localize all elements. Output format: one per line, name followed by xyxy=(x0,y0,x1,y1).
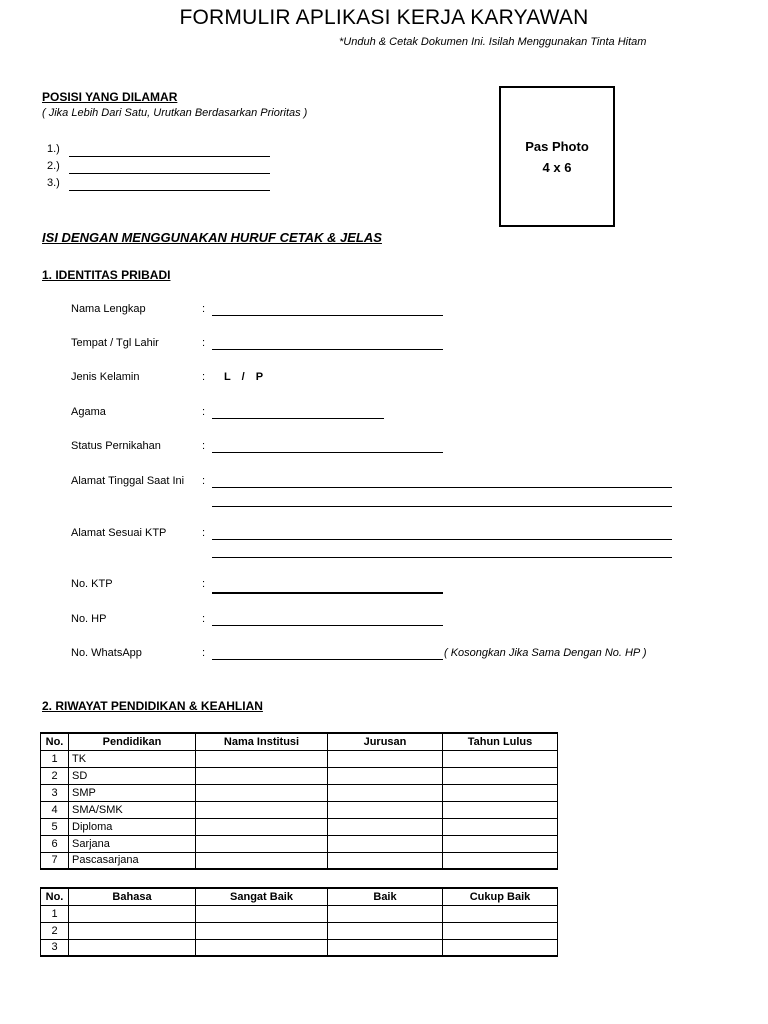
field-label: No. WhatsApp xyxy=(71,647,142,659)
col-header: No. xyxy=(41,733,69,750)
table-row xyxy=(41,784,558,801)
col-header: Jurusan xyxy=(328,733,443,750)
table-row xyxy=(41,922,558,939)
row-number: 6 xyxy=(41,835,69,852)
major-cell[interactable] xyxy=(328,750,443,767)
major-cell[interactable] xyxy=(328,767,443,784)
row-number: 3 xyxy=(41,784,69,801)
table-row xyxy=(41,852,558,869)
table-row xyxy=(41,801,558,818)
position-choice-2[interactable] xyxy=(47,159,287,175)
photo-label: Pas Photo xyxy=(525,139,589,154)
position-choice-number: 1.) xyxy=(47,143,60,155)
current-address-line-2[interactable] xyxy=(212,506,672,507)
graduation-year-cell[interactable] xyxy=(443,767,558,784)
education-level: Pascasarjana xyxy=(69,852,196,869)
field-colon: : xyxy=(202,371,206,383)
marital-status-line[interactable] xyxy=(212,452,443,453)
good-cell[interactable] xyxy=(328,905,443,922)
field-full-name[interactable] xyxy=(0,303,768,323)
very-good-cell[interactable] xyxy=(196,939,328,956)
photo-size: 4 x 6 xyxy=(542,160,572,175)
field-birth-place-date[interactable] xyxy=(0,337,768,357)
position-choice-number: 2.) xyxy=(47,160,60,172)
position-subtitle: ( Jika Lebih Dari Satu, Urutkan Berdasarkan Prioritas ) xyxy=(42,107,308,119)
col-header: Nama Institusi xyxy=(196,733,328,750)
field-colon: : xyxy=(202,613,206,625)
position-choice-1[interactable] xyxy=(47,142,287,158)
field-colon: : xyxy=(202,527,206,539)
education-level: Diploma xyxy=(69,818,196,835)
field-ktp-number[interactable] xyxy=(0,578,768,598)
field-label: Jenis Kelamin xyxy=(71,371,140,383)
institution-cell[interactable] xyxy=(196,801,328,818)
row-number: 3 xyxy=(41,939,69,956)
col-header: Sangat Baik xyxy=(196,888,328,905)
print-note: *Unduh & Cetak Dokumen Ini. Isilah Menggunakan Tinta Hitam xyxy=(339,36,647,48)
language-cell[interactable] xyxy=(69,939,196,956)
field-label: Tempat / Tgl Lahir xyxy=(71,337,159,349)
table-row xyxy=(41,905,558,922)
field-colon: : xyxy=(202,337,206,349)
graduation-year-cell[interactable] xyxy=(443,818,558,835)
graduation-year-cell[interactable] xyxy=(443,835,558,852)
major-cell[interactable] xyxy=(328,784,443,801)
section-identity-heading: 1. IDENTITAS PRIBADI xyxy=(42,268,171,282)
row-number: 1 xyxy=(41,750,69,767)
field-label: Status Pernikahan xyxy=(71,440,161,452)
education-table xyxy=(40,732,558,870)
field-religion[interactable] xyxy=(0,406,768,426)
graduation-year-cell[interactable] xyxy=(443,750,558,767)
field-colon: : xyxy=(202,406,206,418)
position-choice-line[interactable] xyxy=(69,156,270,157)
table-row xyxy=(41,818,558,835)
language-table xyxy=(40,887,558,957)
phone-line[interactable] xyxy=(212,625,443,626)
row-number: 5 xyxy=(41,818,69,835)
row-number: 2 xyxy=(41,767,69,784)
whatsapp-hint: ( Kosongkan Jika Sama Dengan No. HP ) xyxy=(444,647,647,659)
language-cell[interactable] xyxy=(69,922,196,939)
fair-cell[interactable] xyxy=(443,939,558,956)
education-level: SD xyxy=(69,767,196,784)
row-number: 4 xyxy=(41,801,69,818)
row-number: 2 xyxy=(41,922,69,939)
major-cell[interactable] xyxy=(328,801,443,818)
col-header: Bahasa xyxy=(69,888,196,905)
position-choice-number: 3.) xyxy=(47,177,60,189)
gender-options[interactable]: L / P xyxy=(224,371,264,383)
whatsapp-line[interactable] xyxy=(212,659,443,660)
col-header: Baik xyxy=(328,888,443,905)
field-label: Alamat Tinggal Saat Ini xyxy=(71,475,185,487)
photo-box xyxy=(499,86,615,227)
position-heading: POSISI YANG DILAMAR xyxy=(42,90,178,104)
very-good-cell[interactable] xyxy=(196,922,328,939)
form-title: FORMULIR APLIKASI KERJA KARYAWAN xyxy=(179,6,589,29)
col-header: Tahun Lulus xyxy=(443,733,558,750)
table-row xyxy=(41,750,558,767)
religion-line[interactable] xyxy=(212,418,384,419)
major-cell[interactable] xyxy=(328,852,443,869)
education-header-row xyxy=(41,733,558,750)
row-number: 1 xyxy=(41,905,69,922)
field-label: No. HP xyxy=(71,613,107,625)
language-header-row xyxy=(41,888,558,905)
graduation-year-cell[interactable] xyxy=(443,852,558,869)
institution-cell[interactable] xyxy=(196,767,328,784)
education-level: SMA/SMK xyxy=(69,801,196,818)
field-colon: : xyxy=(202,475,206,487)
current-address-line[interactable] xyxy=(212,487,672,488)
col-header: Cukup Baik xyxy=(443,888,558,905)
fill-instruction: ISI DENGAN MENGGUNAKAN HURUF CETAK & JELAS xyxy=(42,230,382,245)
language-cell[interactable] xyxy=(69,905,196,922)
institution-cell[interactable] xyxy=(196,852,328,869)
position-choice-line[interactable] xyxy=(69,173,270,174)
institution-cell[interactable] xyxy=(196,784,328,801)
major-cell[interactable] xyxy=(328,818,443,835)
col-header: Pendidikan xyxy=(69,733,196,750)
field-gender[interactable] xyxy=(0,371,768,391)
field-label: Nama Lengkap xyxy=(71,303,146,315)
birth-place-date-line[interactable] xyxy=(212,349,443,350)
table-row xyxy=(41,835,558,852)
institution-cell[interactable] xyxy=(196,835,328,852)
ktp-number-line[interactable] xyxy=(212,592,443,594)
good-cell[interactable] xyxy=(328,922,443,939)
table-row xyxy=(41,939,558,956)
major-cell[interactable] xyxy=(328,835,443,852)
field-label: Alamat Sesuai KTP xyxy=(71,527,167,539)
field-whatsapp[interactable] xyxy=(0,647,768,667)
education-level: TK xyxy=(69,750,196,767)
position-choice-3[interactable] xyxy=(47,176,287,192)
ktp-address-line-2[interactable] xyxy=(212,557,672,558)
col-header: No. xyxy=(41,888,69,905)
field-label: No. KTP xyxy=(71,578,113,590)
field-colon: : xyxy=(202,647,206,659)
field-colon: : xyxy=(202,303,206,315)
table-row xyxy=(41,767,558,784)
field-current-address[interactable] xyxy=(0,475,768,495)
very-good-cell[interactable] xyxy=(196,905,328,922)
position-choice-line[interactable] xyxy=(69,190,270,191)
fair-cell[interactable] xyxy=(443,922,558,939)
section-education-heading: 2. RIWAYAT PENDIDIKAN & KEAHLIAN xyxy=(42,699,263,713)
education-level: SMP xyxy=(69,784,196,801)
good-cell[interactable] xyxy=(328,939,443,956)
field-label: Agama xyxy=(71,406,106,418)
row-number: 7 xyxy=(41,852,69,869)
field-marital-status[interactable] xyxy=(0,440,768,460)
graduation-year-cell[interactable] xyxy=(443,784,558,801)
institution-cell[interactable] xyxy=(196,750,328,767)
field-phone[interactable] xyxy=(0,613,768,633)
graduation-year-cell[interactable] xyxy=(443,801,558,818)
field-colon: : xyxy=(202,578,206,590)
institution-cell[interactable] xyxy=(196,818,328,835)
ktp-address-line[interactable] xyxy=(212,539,672,540)
fair-cell[interactable] xyxy=(443,905,558,922)
field-colon: : xyxy=(202,440,206,452)
full-name-line[interactable] xyxy=(212,315,443,316)
education-level: Sarjana xyxy=(69,835,196,852)
field-ktp-address[interactable] xyxy=(0,527,768,547)
